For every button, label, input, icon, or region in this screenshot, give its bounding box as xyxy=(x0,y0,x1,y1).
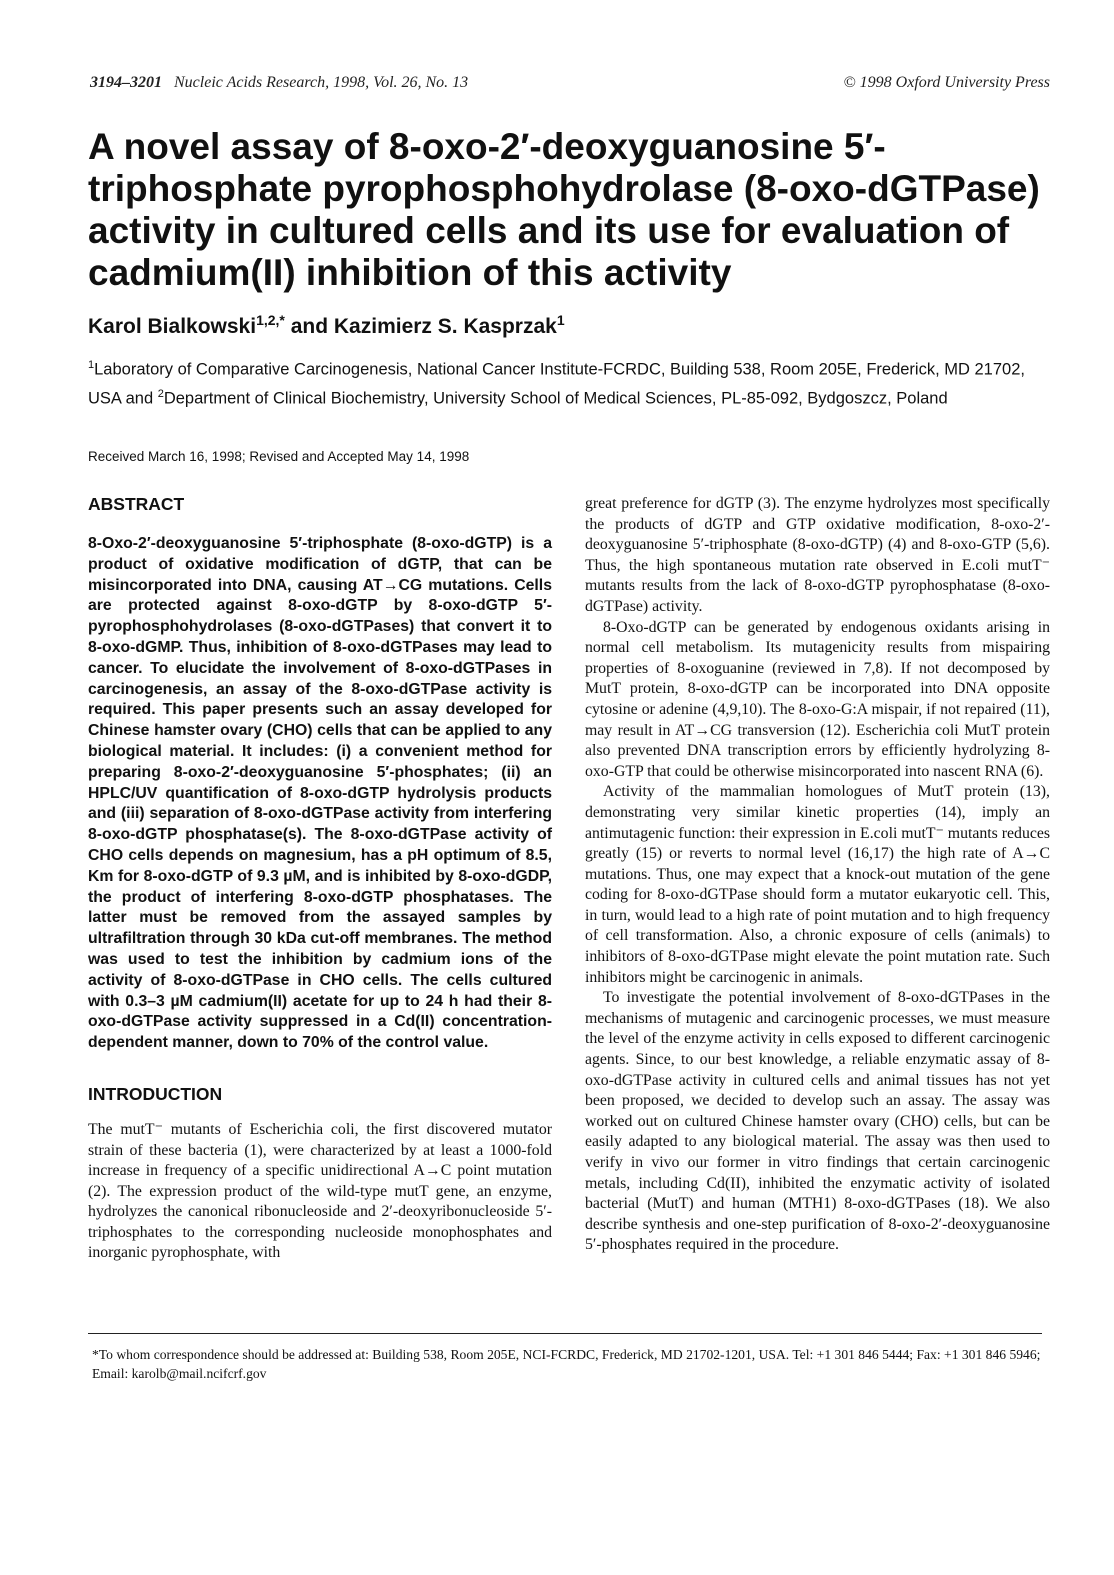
introduction-paragraph-3: Activity of the mammalian homologues of MutT protein (13), demonstrating very similar kinetic properties (14), imply an antimutagenic function: their expression in E.coli mutT⁻ mutants reduces greatly (15) or reverts to normal level (16,17) the high rate of A→C mutations. Thus, one may expect that a knock-out mutation of the gene coding for 8-oxo-dGTPase should form a mutator eukaryotic cell. This, in turn, would lead to a high rate of point mutation and to high frequency of cell transformation. Also, a chronic exposure of cells (animals) to inhibitors of 8-oxo-dGTPase might elevate the point mutation rate. Such inhibitors might be carcinogenic in animals. xyxy=(585,783,1051,986)
header-journal: Nucleic Acids Research, 1998, Vol. 26, No. 13 xyxy=(174,74,469,91)
introduction-heading: INTRODUCTION xyxy=(88,1083,223,1104)
header-copyright: © 1998 Oxford University Press xyxy=(843,74,1050,91)
author-2: Kazimierz S. Kasprzak xyxy=(333,315,557,338)
left-column xyxy=(88,492,552,1264)
affiliations xyxy=(88,353,1048,410)
introduction-paragraph-4: To investigate the potential involvement of 8-oxo-dGTPases in the mechanisms of mutagenic and carcinogenic processes, we must measure the level of the enzyme activity in cells exposed to different carcinogenic agents. Since, to our best knowledge, a reliable enzymatic assay of 8-oxo-dGTPase activity in cultured cells and animal tissues has not yet been proposed, we decided to develop such an assay. The assay was worked out on cultured Chinese hamster ovary (CHO) cells, but can be easily adapted to any biological material. The assay was then used to verify in vivo our former in vitro findings that certain carcinogenic metals, including Cd(II), inhibited the enzymatic activity of isolated bacterial (MutT) and human (MTH1) 8-oxo-dGTPases (18). We also describe synthesis and one-step purification of 8-oxo-2′-deoxyguanosine 5′-phosphates required in the procedure. xyxy=(585,989,1050,1254)
right-column xyxy=(585,494,1050,1256)
author-1: Karol Bialkowski xyxy=(88,315,257,338)
affiliation-mark-2: 2 xyxy=(157,387,164,400)
received-dates: Received March 16, 1998; Revised and Accepted May 14, 1998 xyxy=(88,449,470,464)
author-connector: and xyxy=(284,315,334,338)
introduction-paragraph-1-continued: great preference for dGTP (3). The enzyme hydrolyzes most specifically the products of dGTP and GTP oxidative modification, 8-oxo-2′-deoxyguanosine 5′-triphosphate (8-oxo-dGTP) (4) and 8-oxo-GTP (5,6). Thus, the high spontaneous mutation rate observed in E.coli mutT⁻ mutants results from the lack of 8-oxo-dGTP pyrophosphatase (8-oxo-dGTPase) activity. xyxy=(585,495,1050,615)
affiliation-mark-1: 1 xyxy=(88,359,95,371)
author-line xyxy=(88,306,1048,341)
abstract-heading: ABSTRACT xyxy=(88,494,185,514)
affiliation-1: Laboratory of Comparative Carcinogenesis, National Cancer Institute-FCRDC, Building 538, Room 205E, Frederick, MD 21702, USA and xyxy=(88,360,1025,407)
footnote-divider xyxy=(88,1333,1042,1334)
abstract-body: 8-Oxo-2′-deoxyguanosine 5′-triphosphate (8-oxo-dGTP) is a product of oxidative modification of dGTP, that can be misincorporated into DNA, causing AT→CG mutations. Cells are protected against 8-oxo-dGTP by 8-oxo-dGTP 5′-pyrophosphohydrolases (8-oxo-dGTPases) that convert it to 8-oxo-dGMP. Thus, inhibition of 8-oxo-dGTPases may lead to cancer. To elucidate the involvement of 8-oxo-dGTPases in carcinogenesis, an assay of the 8-oxo-dGTPase activity is required. This paper presents such an assay developed for Chinese hamster ovary (CHO) cells that can be applied to any biological material. It includes: (i) a convenient method for preparing 8-oxo-2′-deoxyguanosine 5′-phosphates; (ii) an HPLC/UV quantification of 8-oxo-dGTP hydrolysis products and (iii) separation of 8-oxo-dGTPase activity from interfering 8-oxo-dGTP phosphatase(s). The 8-oxo-dGTPase activity of CHO cells depends on magnesium, has a pH optimum of 8.5, Km for 8-oxo-dGTP of 9.3 µM, and is inhibited by 8-oxo-dGDP, the product of interfering 8-oxo-dGTP phosphatases. The latter must be removed from the assayed samples by ultrafiltration through 30 kDa cut-off membranes. The method was used to test the inhibition by cadmium ions of the activity of 8-oxo-dGTPase in CHO cells. The cells cultured with 0.3–3 µM cadmium(II) acetate for up to 24 h had their 8-oxo-dGTPase activity suppressed in a Cd(II) concentration-dependent manner, down to 70% of the control value. xyxy=(88,535,552,1052)
introduction-paragraph-2: 8-Oxo-dGTP can be generated by endogenous oxidants arising in normal cell metabolism. Its mutagenicity results from mispairing properties of 8-oxoguanine (reviewed in 7,8). If not decomposed by MutT protein, 8-oxo-dGTP can be incorporated into DNA opposite cytosine or adenine (4,9,10). The 8-oxo-G:A mispair, if not repaired (11), may result in AT→CG transversion (12). Escherichia coli MutT protein also prevented DNA transcription errors by efficiently hydrolyzing 8-oxo-GTP that could be otherwise misincorporated into nascent RNA (6). xyxy=(585,618,1050,780)
running-header xyxy=(90,74,1050,102)
author-1-affiliation-marks: 1,2,* xyxy=(256,312,285,328)
article-title: A novel assay of 8-oxo-2′-deoxyguanosine 5′-triphosphate pyrophosphohydrolase (8-oxo-dGTPase) activity in cultured cells and its use for evaluation of cadmium(II) inhibition of this activity xyxy=(88,126,1040,293)
affiliation-2: Department of Clinical Biochemistry, University School of Medical Sciences, PL-85-092, Bydgoszcz, Poland xyxy=(163,389,948,407)
correspondence-footnote: *To whom correspondence should be addressed at: Building 538, Room 205E, NCI-FCRDC, Frederick, MD 21702-1201, USA. Tel: +1 301 846 5444; Fax: +1 301 846 5946; Email: karolb@mail.ncifcrf.gov xyxy=(92,1347,1041,1381)
header-pages: 3194–3201 xyxy=(90,74,162,91)
header-citation xyxy=(90,74,468,92)
author-2-affiliation-marks: 1 xyxy=(556,312,565,328)
introduction-paragraph-1: The mutT⁻ mutants of Escherichia coli, the first discovered mutator strain of these bacteria (1), were characterized by at least a 1000-fold increase in frequency of a specific unidirectional A→C point mutation (2). The expression product of the wild-type mutT gene, an enzyme, hydrolyzes the canonical ribonucleoside and 2′-deoxyribonucleoside 5′-triphosphates to the corresponding nucleoside monophosphates and inorganic pyrophosphate, with xyxy=(88,1120,552,1262)
